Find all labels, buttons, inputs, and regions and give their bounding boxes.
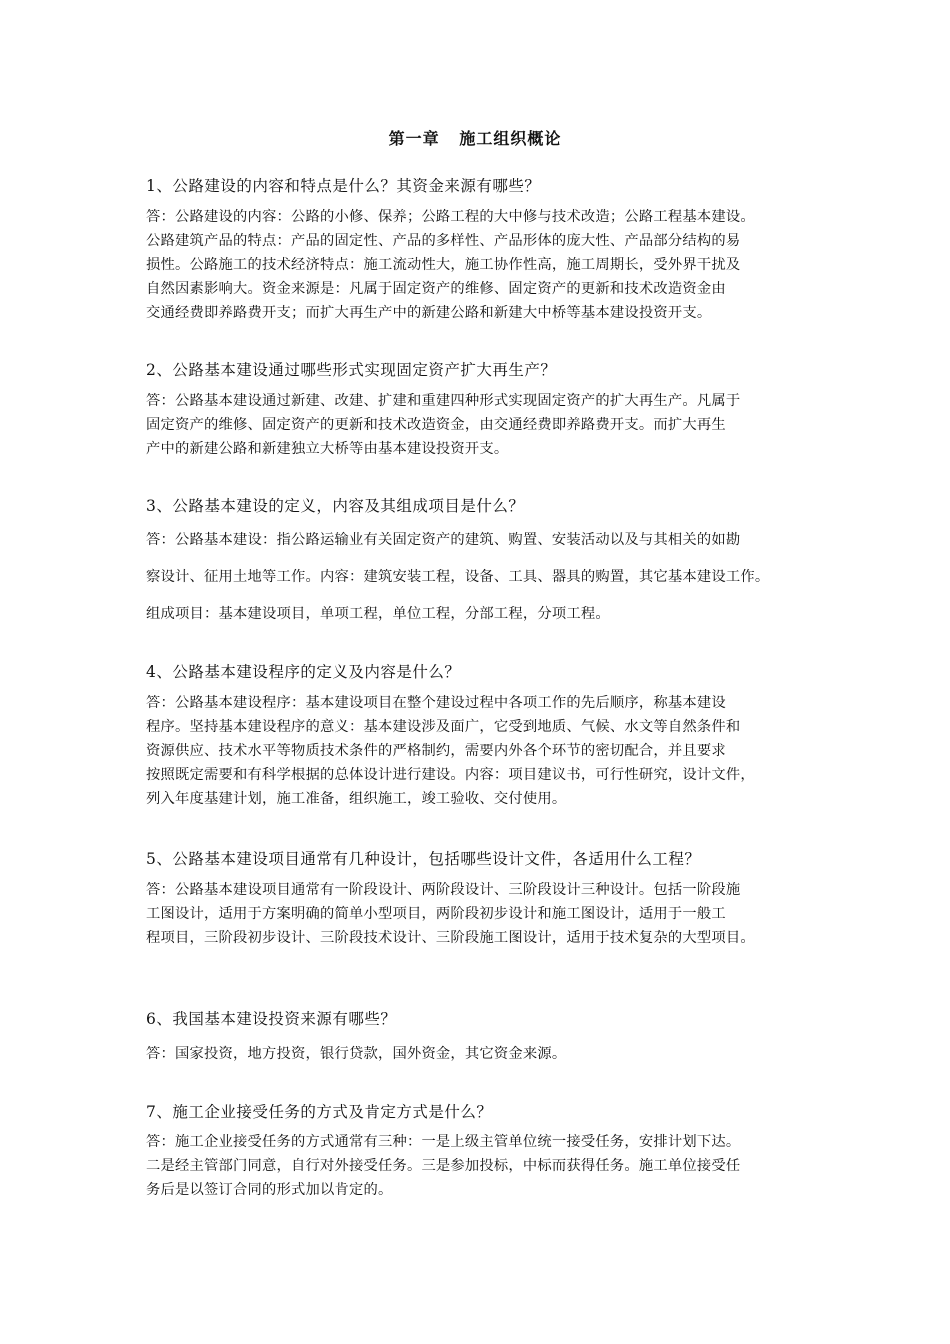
answer-line: 答：公路基本建设项目通常有一阶段设计、两阶段设计、三阶段设计三种设计。包括一阶段施 bbox=[146, 882, 741, 898]
question-4: 4、公路基本建设程序的定义及内容是什么？ bbox=[146, 663, 461, 681]
answer-line: 答：公路基本建设程序：基本建设项目在整个建设过程中各项工作的先后顺序，称基本建设 bbox=[146, 695, 726, 711]
answer-line: 务后是以签订合同的形式加以肯定的。 bbox=[146, 1182, 393, 1198]
answer-line: 二是经主管部门同意，自行对外接受任务。三是参加投标，中标而获得任务。施工单位接受任 bbox=[146, 1158, 741, 1174]
question-7: 7、施工企业接受任务的方式及肯定方式是什么？ bbox=[146, 1103, 493, 1121]
question-2: 2、公路基本建设通过哪些形式实现固定资产扩大再生产？ bbox=[146, 361, 557, 379]
answer-4 bbox=[146, 691, 826, 811]
answer-line: 组成项目：基本建设项目，单项工程，单位工程，分部工程，分项工程。 bbox=[146, 606, 610, 622]
answer-line: 自然因素影响大。资金来源是：凡属于固定资产的维修、固定资产的更新和技术改造资金由 bbox=[146, 281, 726, 297]
answer-line: 答：国家投资，地方投资，银行贷款，国外资金，其它资金来源。 bbox=[146, 1046, 567, 1062]
answer-5 bbox=[146, 878, 826, 950]
answer-line: 程序。坚持基本建设程序的意义：基本建设涉及面广，它受到地质、气候、水文等自然条件和 bbox=[146, 719, 741, 735]
answer-line: 固定资产的维修、固定资产的更新和技术改造资金，由交通经费即养路费开支。而扩大再生 bbox=[146, 417, 726, 433]
answer-line: 按照既定需要和有科学根据的总体设计进行建设。内容：项目建议书，可行性研究，设计文件， bbox=[146, 767, 755, 783]
answer-7 bbox=[146, 1130, 826, 1202]
answer-line: 损性。公路施工的技术经济特点：施工流动性大，施工协作性高，施工周期长，受外界干扰及 bbox=[146, 257, 741, 273]
answer-line: 答：施工企业接受任务的方式通常有三种：一是上级主管单位统一接受任务，安排计划下达。 bbox=[146, 1134, 741, 1150]
answer-line: 答：公路建设的内容：公路的小修、保养；公路工程的大中修与技术改造；公路工程基本建设。 bbox=[146, 209, 755, 225]
answer-6 bbox=[146, 1042, 826, 1066]
answer-2 bbox=[146, 389, 826, 461]
answer-line: 资源供应、技术水平等物质技术条件的严格制约，需要内外各个环节的密切配合，并且要求 bbox=[146, 743, 726, 759]
answer-line: 答：公路基本建设：指公路运输业有关固定资产的建筑、购置、安装活动以及与其相关的如勘 bbox=[146, 532, 741, 548]
answer-1 bbox=[146, 205, 826, 325]
answer-line: 产中的新建公路和新建独立大桥等由基本建设投资开支。 bbox=[146, 441, 509, 457]
chapter-title: 第一章 施工组织概论 bbox=[388, 129, 562, 148]
question-1: 1、公路建设的内容和特点是什么？其资金来源有哪些？ bbox=[146, 177, 541, 195]
answer-line: 答：公路基本建设通过新建、改建、扩建和重建四种形式实现固定资产的扩大再生产。凡属于 bbox=[146, 393, 741, 409]
answer-line: 列入年度基建计划，施工准备，组织施工，竣工验收、交付使用。 bbox=[146, 791, 567, 807]
answer-line: 公路建筑产品的特点：产品的固定性、产品的多样性、产品形体的庞大性、产品部分结构的易 bbox=[146, 233, 741, 249]
question-5: 5、公路基本建设项目通常有几种设计，包括哪些设计文件，各适用什么工程？ bbox=[146, 850, 701, 868]
answer-line: 察设计、征用土地等工作。内容：建筑安装工程，设备、工具、器具的购置，其它基本建设工作。 bbox=[146, 569, 770, 585]
answer-line: 程项目，三阶段初步设计、三阶段技术设计、三阶段施工图设计，适用于技术复杂的大型项目。 bbox=[146, 930, 755, 946]
answer-line: 工图设计，适用于方案明确的简单小型项目，两阶段初步设计和施工图设计，适用于一般工 bbox=[146, 906, 726, 922]
question-3: 3、公路基本建设的定义，内容及其组成项目是什么？ bbox=[146, 497, 525, 515]
answer-3 bbox=[146, 522, 826, 633]
question-6: 6、我国基本建设投资来源有哪些？ bbox=[146, 1010, 397, 1028]
answer-line: 交通经费即养路费开支；而扩大再生产中的新建公路和新建大中桥等基本建设投资开支。 bbox=[146, 305, 712, 321]
